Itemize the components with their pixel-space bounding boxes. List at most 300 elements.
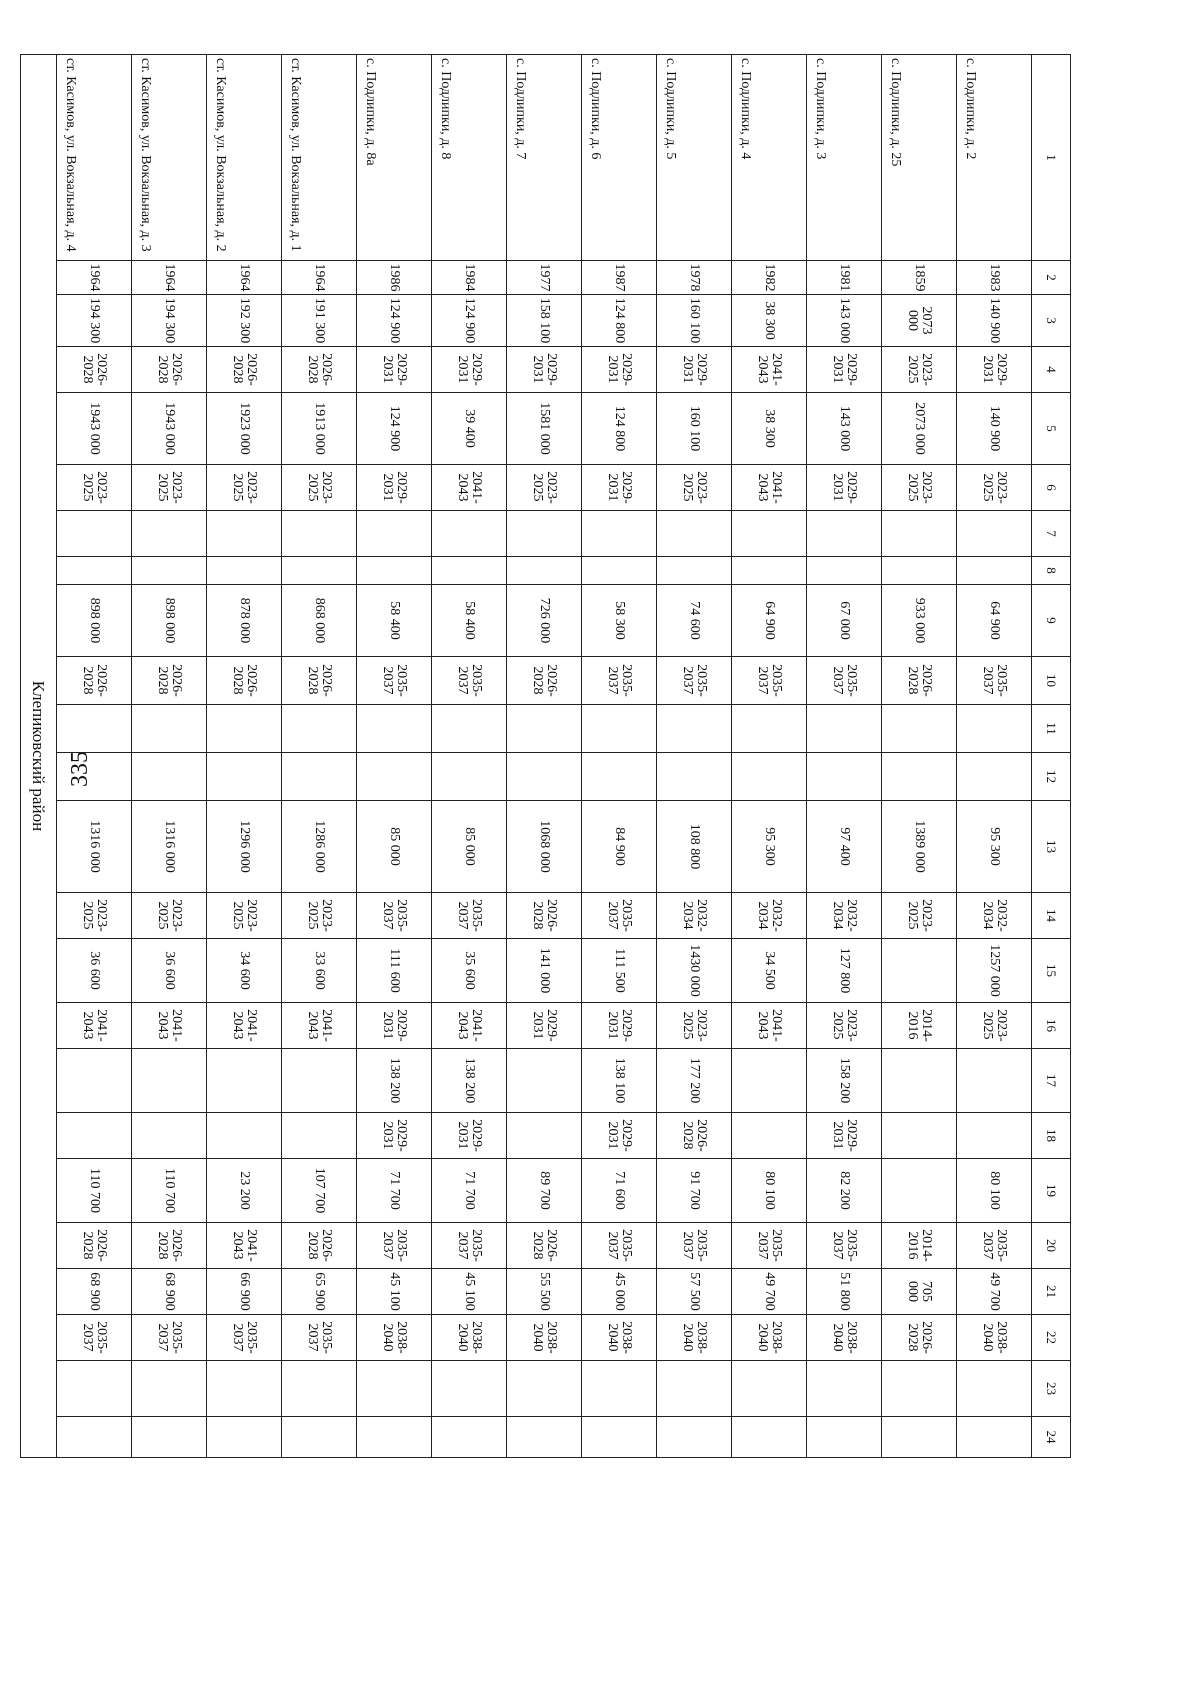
table-cell: 726 000 [507,585,582,657]
table-cell: 2041-2043 [732,347,807,393]
table-cell [657,753,732,801]
table-cell [207,557,282,585]
table-cell [357,557,432,585]
table-cell: 2029-2031 [432,1113,507,1159]
table-cell [207,1049,282,1113]
table-cell [882,1159,957,1223]
address-cell: с. Подлипки, д. 8а [357,55,432,261]
table-cell: 2032-2034 [807,893,882,939]
table-cell: 2035-2037 [57,1315,132,1361]
table-cell: 878 000 [207,585,282,657]
table-cell: 1984 [432,261,507,295]
table-cell: 2035-2037 [732,657,807,705]
table-cell: 111 500 [582,939,657,1003]
table-cell: 2023-2025 [882,347,957,393]
table-cell: 2035-2037 [807,657,882,705]
table-cell: 2026-2028 [657,1113,732,1159]
table-cell [657,705,732,753]
table-cell: 95 300 [732,801,807,893]
table-cell: 933 000 [882,585,957,657]
column-header: 5 [1032,393,1071,465]
table-cell: 34 500 [732,939,807,1003]
table-cell: 2035-2037 [432,657,507,705]
table-cell: 85 000 [432,801,507,893]
table-cell [282,753,357,801]
table-cell [957,753,1032,801]
table-cell: 67 000 [807,585,882,657]
table-cell: 2029-2031 [807,1113,882,1159]
table-cell [957,557,1032,585]
table-cell: 2041-2043 [57,1003,132,1049]
address-cell: с. Подлипки, д. 3 [807,55,882,261]
table-cell: 2032-2034 [732,893,807,939]
table-cell: 2032-2034 [657,893,732,939]
table-cell [732,511,807,557]
table-row [432,55,507,1458]
table-cell [282,511,357,557]
table-cell: 138 200 [357,1049,432,1113]
table-cell: 898 000 [132,585,207,657]
table-cell: 2029-2031 [807,465,882,511]
table-cell [732,1113,807,1159]
table-cell: 68 900 [57,1269,132,1315]
column-header: 4 [1032,347,1071,393]
table-cell: 1977 [507,261,582,295]
table-cell [207,753,282,801]
column-header: 20 [1032,1223,1071,1269]
data-table [20,54,1071,1458]
table-cell [432,557,507,585]
table-row [282,55,357,1458]
table-cell [207,511,282,557]
table-cell: 35 600 [432,939,507,1003]
table-cell: 2038-2040 [432,1315,507,1361]
table-cell: 2026-2028 [132,1223,207,1269]
table-cell: 45 100 [432,1269,507,1315]
table-cell [132,511,207,557]
table-cell: 2029-2031 [507,347,582,393]
table-cell: 2032-2034 [957,893,1032,939]
table-cell: 1913 000 [282,393,357,465]
table-cell: 194 300 [57,295,132,347]
table-cell [882,1113,957,1159]
table-cell: 33 600 [282,939,357,1003]
region-row [21,55,57,1458]
table-cell: 89 700 [507,1159,582,1223]
table-cell: 160 100 [657,393,732,465]
table-cell [732,753,807,801]
column-header: 13 [1032,801,1071,893]
table-cell: 1286 000 [282,801,357,893]
table-cell: 1943 000 [132,393,207,465]
table-cell: 124 800 [582,393,657,465]
region-label: Клепиковский район [21,55,57,1458]
table-cell [432,1417,507,1458]
table-cell [282,1049,357,1113]
table-cell: 140 900 [957,393,1032,465]
table-cell: 2023-2025 [57,893,132,939]
table-cell: 124 900 [357,295,432,347]
table-cell: 2026-2028 [282,657,357,705]
table-cell: 71 700 [432,1159,507,1223]
table-cell: 38 300 [732,393,807,465]
table-cell [132,557,207,585]
table-cell: 95 300 [957,801,1032,893]
table-cell: 1964 [132,261,207,295]
table-cell: 2026-2028 [132,657,207,705]
address-cell: ст. Касимов, ул. Вокзальная, д. 2 [207,55,282,261]
table-cell [957,511,1032,557]
address-cell: с. Подлипки, д. 7 [507,55,582,261]
table-cell: 1923 000 [207,393,282,465]
table-cell: 2026-2028 [207,347,282,393]
table-cell: 2023-2025 [807,1003,882,1049]
table-cell [357,753,432,801]
table-cell: 2023-2025 [882,893,957,939]
table-cell [132,1361,207,1417]
table-cell: 58 300 [582,585,657,657]
table-cell: 45 000 [582,1269,657,1315]
table-cell [57,557,132,585]
table-cell [957,1113,1032,1159]
table-cell: 138 200 [432,1049,507,1113]
table-cell: 2026-2028 [57,347,132,393]
table-cell: 2026-2028 [507,657,582,705]
table-cell [882,1417,957,1458]
table-cell [582,557,657,585]
table-row [582,55,657,1458]
table-cell [57,1113,132,1159]
table-cell [732,1049,807,1113]
table-cell: 2035-2037 [582,893,657,939]
table-cell: 36 600 [57,939,132,1003]
table-cell: 2035-2037 [807,1223,882,1269]
table-cell [582,1417,657,1458]
table-cell: 2029-2031 [582,347,657,393]
table-cell: 158 200 [807,1049,882,1113]
table-cell: 2038-2040 [732,1315,807,1361]
table-cell: 2041-2043 [132,1003,207,1049]
address-cell: ст. Касимов, ул. Вокзальная, д. 3 [132,55,207,261]
table-cell: 2035-2037 [432,1223,507,1269]
table-cell: 2035-2037 [357,657,432,705]
table-cell: 80 100 [957,1159,1032,1223]
column-header: 22 [1032,1315,1071,1361]
table-cell: 1983 [957,261,1032,295]
table-cell: 2029-2031 [957,347,1032,393]
table-cell: 1981 [807,261,882,295]
table-cell [732,1361,807,1417]
column-header: 18 [1032,1113,1071,1159]
table-cell [882,705,957,753]
table-cell: 2035-2037 [432,893,507,939]
table-cell [432,511,507,557]
table-cell [282,1113,357,1159]
table-cell: 2026-2028 [507,893,582,939]
table-cell [432,705,507,753]
column-header: 17 [1032,1049,1071,1113]
table-cell [132,1113,207,1159]
table-cell: 2041-2043 [207,1003,282,1049]
table-cell: 2041-2043 [207,1223,282,1269]
table-cell [57,1361,132,1417]
column-header: 6 [1032,465,1071,511]
table-cell [582,705,657,753]
table-cell: 2026-2028 [282,347,357,393]
page-number: 335 [67,751,93,787]
table-cell: 2041-2043 [282,1003,357,1049]
table-cell: 64 900 [957,585,1032,657]
table-cell: 1068 000 [507,801,582,893]
table-cell: 2038-2040 [657,1315,732,1361]
table-cell: 194 300 [132,295,207,347]
table-cell: 2026-2028 [57,1223,132,1269]
table-cell [507,1361,582,1417]
column-header: 3 [1032,295,1071,347]
table-cell [132,753,207,801]
table-cell: 2023-2025 [657,465,732,511]
table-cell: 124 900 [357,393,432,465]
table-cell [57,753,132,801]
table-cell: 1943 000 [57,393,132,465]
table-cell: 1986 [357,261,432,295]
table-cell [582,753,657,801]
table-cell: 2026-2028 [57,657,132,705]
table-cell [132,1049,207,1113]
table-cell [882,939,957,1003]
address-cell: ст. Касимов, ул. Вокзальная, д. 4 [57,55,132,261]
table-cell: 2035-2037 [657,657,732,705]
table-cell: 71 600 [582,1159,657,1223]
table-cell: 110 700 [132,1159,207,1223]
table-cell: 65 900 [282,1269,357,1315]
table-cell: 2029-2031 [357,1003,432,1049]
table-cell [882,753,957,801]
table-cell [657,511,732,557]
address-cell: с. Подлипки, д. 6 [582,55,657,261]
table-cell: 143 000 [807,393,882,465]
column-header: 14 [1032,893,1071,939]
table-cell: 2029-2031 [582,465,657,511]
column-header: 8 [1032,557,1071,585]
table-cell [882,557,957,585]
table-cell: 74 600 [657,585,732,657]
table-cell [507,1113,582,1159]
table-cell: 2026-2028 [507,1223,582,1269]
table-row [207,55,282,1458]
table-cell: 2029-2031 [807,347,882,393]
table-cell: 2041-2043 [432,465,507,511]
table-cell: 111 600 [357,939,432,1003]
table-cell: 2023-2025 [507,465,582,511]
table-cell: 80 100 [732,1159,807,1223]
table-row [882,55,957,1458]
table-cell [57,705,132,753]
table-cell [732,705,807,753]
table-cell [57,511,132,557]
table-cell: 2029-2031 [507,1003,582,1049]
table-cell: 2073 000 [882,295,957,347]
table-cell: 124 900 [432,295,507,347]
table-cell: 2035-2037 [957,1223,1032,1269]
table-cell: 58 400 [357,585,432,657]
table-cell: 127 800 [807,939,882,1003]
table-cell [882,1049,957,1113]
column-header: 7 [1032,511,1071,557]
table-cell: 68 900 [132,1269,207,1315]
table-cell: 1978 [657,261,732,295]
table-cell: 2035-2037 [582,657,657,705]
table-cell [807,511,882,557]
table-cell: 1987 [582,261,657,295]
address-cell: с. Подлипки, д. 5 [657,55,732,261]
table-cell [507,753,582,801]
table-cell [807,1361,882,1417]
table-cell [282,1417,357,1458]
table-cell: 97 400 [807,801,882,893]
table-cell: 705 000 [882,1269,957,1315]
table-cell: 1581 000 [507,393,582,465]
table-row [132,55,207,1458]
table-cell: 192 300 [207,295,282,347]
table-cell: 191 300 [282,295,357,347]
table-cell: 2038-2040 [507,1315,582,1361]
address-cell: с. Подлипки, д. 8 [432,55,507,261]
column-header: 19 [1032,1159,1071,1223]
table-cell: 2023-2025 [132,465,207,511]
table-cell [507,705,582,753]
table-cell [207,1361,282,1417]
table-cell: 2023-2025 [282,893,357,939]
table-cell [882,511,957,557]
table-cell: 85 000 [357,801,432,893]
table-cell: 57 500 [657,1269,732,1315]
table-cell: 2035-2037 [957,657,1032,705]
table-cell: 2023-2025 [882,465,957,511]
table-cell [282,1361,357,1417]
table-cell [882,1361,957,1417]
table-cell [507,1049,582,1113]
table-cell: 45 100 [357,1269,432,1315]
table-cell: 82 200 [807,1159,882,1223]
table-cell: 2026-2028 [282,1223,357,1269]
table-row [357,55,432,1458]
address-cell: с. Подлипки, д. 2 [957,55,1032,261]
table-cell: 91 700 [657,1159,732,1223]
table-cell [432,1361,507,1417]
table-cell [132,1417,207,1458]
table-cell: 2026-2028 [882,1315,957,1361]
table-cell: 49 700 [732,1269,807,1315]
table-cell: 51 800 [807,1269,882,1315]
table-cell: 898 000 [57,585,132,657]
table-cell [807,753,882,801]
table-cell: 108 800 [657,801,732,893]
table-cell: 868 000 [282,585,357,657]
table-cell: 1316 000 [57,801,132,893]
table-cell [507,511,582,557]
column-header: 1 [1032,55,1071,261]
table-cell: 2026-2028 [132,347,207,393]
table-cell: 1316 000 [132,801,207,893]
table-cell: 2029-2031 [357,347,432,393]
table-cell: 2023-2025 [132,893,207,939]
table-cell: 2041-2043 [732,465,807,511]
table-cell: 2023-2025 [57,465,132,511]
table-cell [957,1049,1032,1113]
table-cell: 1982 [732,261,807,295]
table-cell: 2035-2037 [357,1223,432,1269]
table-cell [357,1417,432,1458]
column-header: 21 [1032,1269,1071,1315]
table-cell [807,1417,882,1458]
table-cell: 66 900 [207,1269,282,1315]
table-row [807,55,882,1458]
table-cell: 2029-2031 [582,1113,657,1159]
column-header: 9 [1032,585,1071,657]
table-cell [657,1417,732,1458]
table-cell: 2035-2037 [732,1223,807,1269]
table-cell: 2035-2037 [657,1223,732,1269]
table-cell: 39 400 [432,393,507,465]
table-cell: 2023-2025 [957,1003,1032,1049]
table-cell: 1964 [207,261,282,295]
table-cell: 2041-2043 [432,1003,507,1049]
table-cell: 2035-2037 [582,1223,657,1269]
table-row [57,55,132,1458]
table-cell: 2029-2031 [432,347,507,393]
table-cell: 2035-2037 [282,1315,357,1361]
table-cell: 177 200 [657,1049,732,1113]
table-cell [582,1361,657,1417]
table-cell [957,1417,1032,1458]
column-header: 12 [1032,753,1071,801]
table-cell: 2035-2037 [357,893,432,939]
column-header: 10 [1032,657,1071,705]
table-cell: 2014-2016 [882,1003,957,1049]
table-cell: 1430 000 [657,939,732,1003]
table-cell: 2026-2028 [207,657,282,705]
table-cell: 1964 [282,261,357,295]
table-cell [282,557,357,585]
table-cell [507,557,582,585]
table-cell [957,705,1032,753]
table-cell: 2038-2040 [807,1315,882,1361]
table-cell [357,1361,432,1417]
table-cell [732,1417,807,1458]
table-cell: 1389 000 [882,801,957,893]
table-cell: 1296 000 [207,801,282,893]
table-cell: 64 900 [732,585,807,657]
table-cell: 71 700 [357,1159,432,1223]
address-cell: с. Подлипки, д. 4 [732,55,807,261]
table-cell [207,1417,282,1458]
column-header: 23 [1032,1361,1071,1417]
table-cell: 58 400 [432,585,507,657]
table-cell: 38 300 [732,295,807,347]
table-cell [282,705,357,753]
table-cell: 2023-2025 [957,465,1032,511]
table-cell [357,511,432,557]
table-cell [57,1417,132,1458]
table-cell: 143 000 [807,295,882,347]
table-cell: 2023-2025 [282,465,357,511]
table-cell: 2035-2037 [132,1315,207,1361]
table-cell [657,557,732,585]
table-cell [57,1049,132,1113]
table-cell: 2035-2037 [207,1315,282,1361]
table-cell [432,753,507,801]
